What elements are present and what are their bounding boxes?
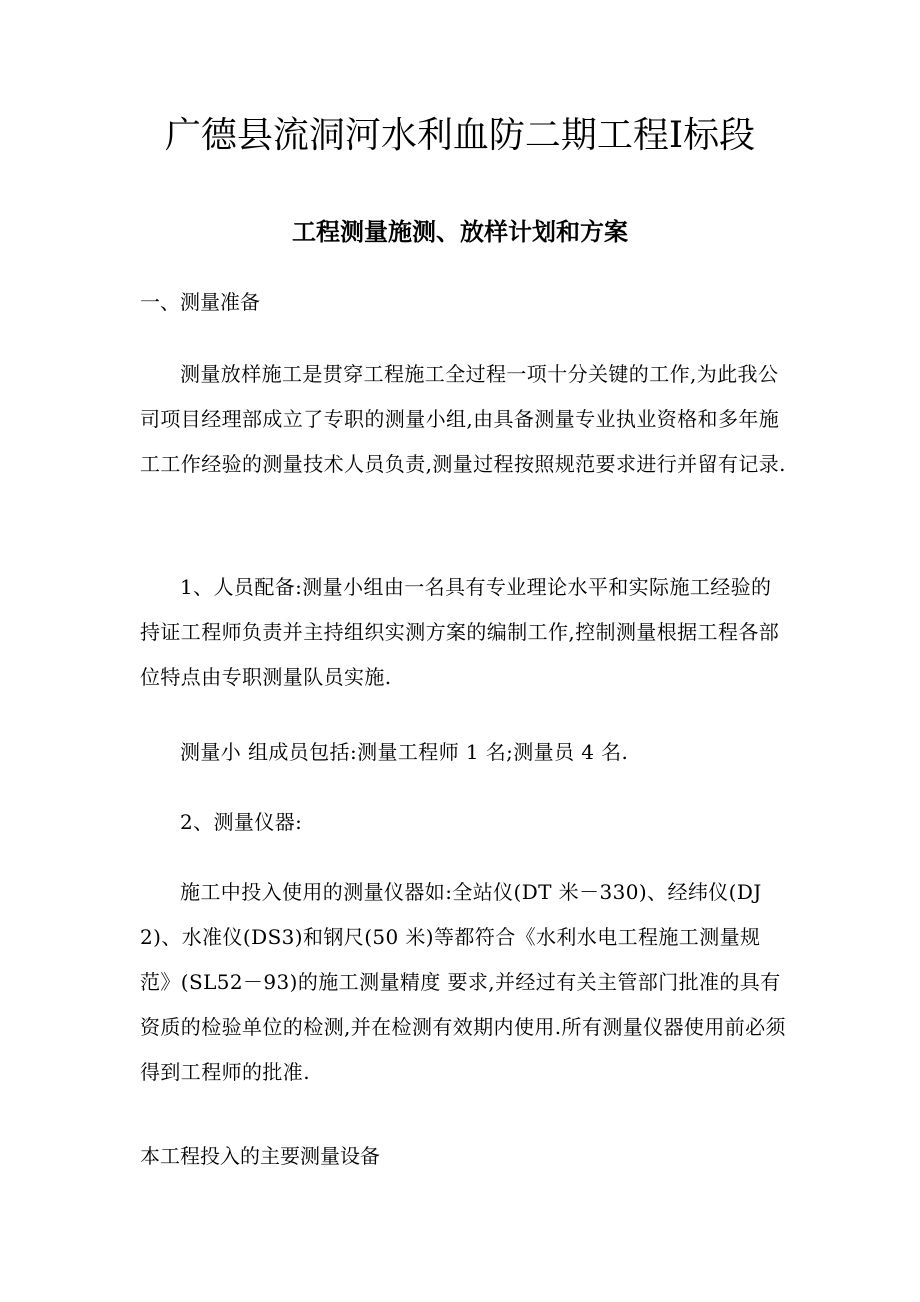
paragraph-staffing: 1、人员配备:测量小组由一名具有专业理论水平和实际施工经验的持证工程师负责并主持组织实测方案的编制工作,控制测量根据工程各部位特点由专职测量队员实施.	[140, 575, 780, 689]
document-subtitle: 工程测量施测、放样计划和方案	[292, 217, 628, 246]
paragraph-members: 测量小 组成员包括:测量工程师 1 名;测量员 4 名.	[180, 740, 629, 764]
paragraph-intro: 测量放样施工是贯穿工程施工全过程一项十分关键的工作,为此我公司项目经理部成立了专职的测量小组,由具备测量专业执业资格和多年施工工作经验的测量技术人员负责,测量过程按照规范要求进行并留有记录.	[140, 362, 786, 476]
paragraph-instruments: 施工中投入使用的测量仪器如:全站仪(DT 米－330)、经纬仪(DJ2)、水准仪(DS3)和钢尺(50 米)等都符合《水利水电工程施工测量规范》(SL52－93)的施工测量精度 要求,并经过有关主管部门批准的具有资质的检验单位的检测,并在检测有效期内使用.所有测量仪器使用前必须得到工程师的批准.	[140, 880, 786, 1084]
document-title: 广德县流洞河水利血防二期工程Ⅰ标段	[164, 115, 756, 156]
section-heading-preparation: 一、测量准备	[140, 290, 260, 314]
equipment-heading: 本工程投入的主要测量设备	[140, 1144, 380, 1168]
paragraph-instruments-heading: 2、测量仪器:	[180, 810, 303, 834]
